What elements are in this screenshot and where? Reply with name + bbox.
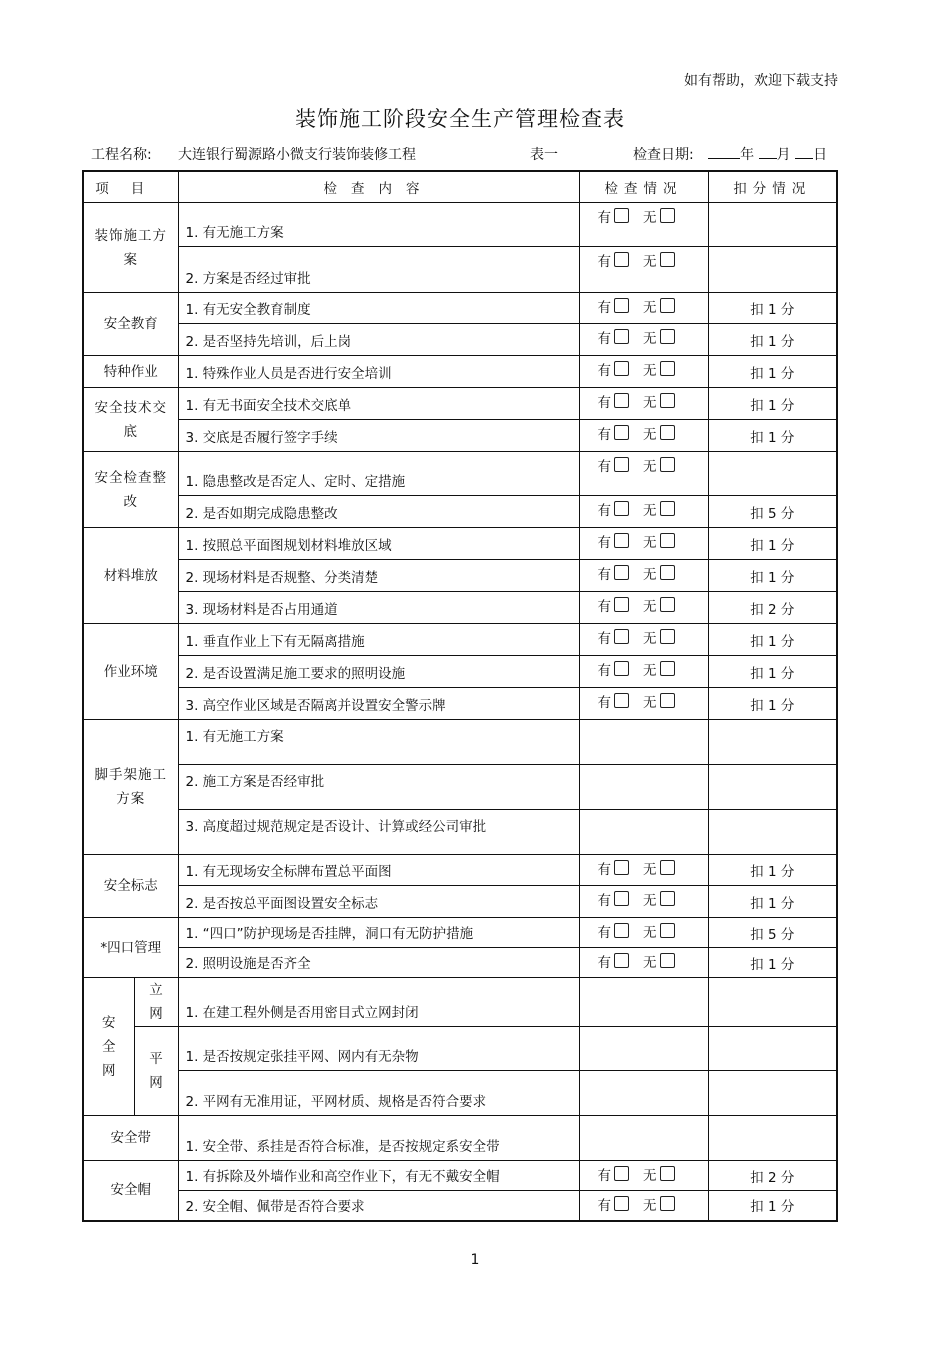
check-item: 3. 高度超过规范规定是否设计、计算或经公司审批 bbox=[178, 810, 579, 855]
yes-label: 有 bbox=[597, 567, 611, 583]
check-status bbox=[579, 1161, 708, 1191]
deduction bbox=[708, 810, 837, 855]
no-label: 无 bbox=[643, 955, 657, 971]
yes-label: 有 bbox=[597, 1168, 611, 1184]
table-row bbox=[83, 388, 837, 420]
check-item: 1. 是否按规定张挂平网、网内有无杂物 bbox=[178, 1027, 579, 1071]
deduction: 扣 2 分 bbox=[708, 592, 837, 624]
day-label: 日 bbox=[813, 147, 828, 163]
no-checkbox[interactable] bbox=[660, 208, 675, 223]
no-label: 无 bbox=[643, 599, 657, 615]
check-status bbox=[579, 293, 708, 324]
no-checkbox[interactable] bbox=[660, 891, 675, 906]
yes-checkbox[interactable] bbox=[614, 208, 629, 223]
yes-label: 有 bbox=[597, 893, 611, 909]
category-cell: 安全标志 bbox=[83, 855, 178, 918]
check-item: 1. 有无安全教育制度 bbox=[178, 293, 579, 324]
check-status bbox=[579, 560, 708, 592]
yes-checkbox[interactable] bbox=[614, 425, 629, 440]
no-label: 无 bbox=[643, 503, 657, 519]
deduction bbox=[708, 247, 837, 293]
category-cell: 安全检查整改 bbox=[83, 452, 178, 528]
table-row bbox=[83, 720, 837, 765]
check-status bbox=[579, 624, 708, 656]
table-row bbox=[83, 496, 837, 528]
deduction: 扣 1 分 bbox=[708, 324, 837, 356]
category-cell: 作业环境 bbox=[83, 624, 178, 720]
column-header-check: 检查情况 bbox=[579, 171, 708, 203]
yes-label: 有 bbox=[597, 535, 611, 551]
check-item: 1. 有无书面安全技术交底单 bbox=[178, 388, 579, 420]
no-label: 无 bbox=[643, 427, 657, 443]
check-status bbox=[579, 656, 708, 688]
no-checkbox[interactable] bbox=[660, 1166, 675, 1181]
yes-checkbox[interactable] bbox=[614, 252, 629, 267]
check-status bbox=[579, 420, 708, 452]
table-row bbox=[83, 948, 837, 978]
deduction: 扣 5 分 bbox=[708, 496, 837, 528]
table-row bbox=[83, 324, 837, 356]
check-item: 1. 有无施工方案 bbox=[178, 203, 579, 247]
table-number: 表一 bbox=[530, 147, 558, 163]
month-blank bbox=[759, 144, 777, 159]
deduction: 扣 1 分 bbox=[708, 948, 837, 978]
no-checkbox[interactable] bbox=[660, 457, 675, 472]
category-cell: 安 全 网 bbox=[83, 978, 134, 1116]
table-row bbox=[83, 1027, 837, 1071]
yes-label: 有 bbox=[597, 459, 611, 475]
check-status bbox=[579, 1191, 708, 1221]
category-cell: 材料堆放 bbox=[83, 528, 178, 624]
check-status bbox=[579, 388, 708, 420]
header-note: 如有帮助，欢迎下载支持 bbox=[684, 73, 838, 89]
deduction bbox=[708, 452, 837, 496]
no-label: 无 bbox=[643, 459, 657, 475]
check-item: 1. 垂直作业上下有无隔离措施 bbox=[178, 624, 579, 656]
no-checkbox[interactable] bbox=[660, 1196, 675, 1211]
check-item: 1. 有无现场安全标牌布置总平面图 bbox=[178, 855, 579, 886]
check-item: 3. 交底是否履行签字手续 bbox=[178, 420, 579, 452]
yes-label: 有 bbox=[597, 695, 611, 711]
yes-checkbox[interactable] bbox=[614, 693, 629, 708]
check-item: 2. 是否按总平面图设置安全标志 bbox=[178, 886, 579, 918]
deduction: 扣 2 分 bbox=[708, 1161, 837, 1191]
no-checkbox[interactable] bbox=[660, 393, 675, 408]
document-title: 装饰施工阶段安全生产管理检查表 bbox=[295, 107, 625, 131]
yes-label: 有 bbox=[597, 254, 611, 270]
deduction: 扣 1 分 bbox=[708, 356, 837, 388]
check-item: 2. 安全帽、佩带是否符合要求 bbox=[178, 1191, 579, 1221]
check-status bbox=[579, 1027, 708, 1071]
check-status bbox=[579, 765, 708, 810]
check-item: 2. 是否如期完成隐患整改 bbox=[178, 496, 579, 528]
check-item: 2. 方案是否经过审批 bbox=[178, 247, 579, 293]
day-blank bbox=[795, 144, 813, 159]
yes-label: 有 bbox=[597, 331, 611, 347]
subcategory-cell: 平 网 bbox=[134, 1027, 178, 1116]
yes-checkbox[interactable] bbox=[614, 953, 629, 968]
table-body bbox=[83, 203, 837, 1221]
category-cell: 安全技术交底 bbox=[83, 388, 178, 452]
category-cell: 脚手架施工方案 bbox=[83, 720, 178, 855]
check-item: 2. 是否坚持先培训，后上岗 bbox=[178, 324, 579, 356]
table-row bbox=[83, 1071, 837, 1116]
yes-label: 有 bbox=[597, 427, 611, 443]
deduction: 扣 1 分 bbox=[708, 420, 837, 452]
no-label: 无 bbox=[643, 1168, 657, 1184]
no-label: 无 bbox=[643, 210, 657, 226]
deduction: 扣 5 分 bbox=[708, 918, 837, 948]
subcategory-cell: 立 网 bbox=[134, 978, 178, 1027]
check-status bbox=[579, 918, 708, 948]
yes-label: 有 bbox=[597, 210, 611, 226]
check-status bbox=[579, 528, 708, 560]
check-item: 3. 高空作业区域是否隔离并设置安全警示牌 bbox=[178, 688, 579, 720]
no-checkbox[interactable] bbox=[660, 629, 675, 644]
no-checkbox[interactable] bbox=[660, 953, 675, 968]
yes-checkbox[interactable] bbox=[614, 661, 629, 676]
no-checkbox[interactable] bbox=[660, 693, 675, 708]
no-label: 无 bbox=[643, 567, 657, 583]
yes-checkbox[interactable] bbox=[614, 629, 629, 644]
yes-label: 有 bbox=[597, 300, 611, 316]
table-row bbox=[83, 688, 837, 720]
no-checkbox[interactable] bbox=[660, 923, 675, 938]
yes-checkbox[interactable] bbox=[614, 565, 629, 580]
check-item: 1. 在建工程外侧是否用密目式立网封闭 bbox=[178, 978, 579, 1027]
yes-label: 有 bbox=[597, 395, 611, 411]
project-name: 大连银行蜀源路小微支行装饰装修工程 bbox=[178, 147, 416, 163]
check-status bbox=[579, 1116, 708, 1161]
category-cell: 安全带 bbox=[83, 1116, 178, 1161]
project-name-label: 工程名称: bbox=[91, 147, 152, 163]
yes-checkbox[interactable] bbox=[614, 860, 629, 875]
table-row bbox=[83, 592, 837, 624]
no-checkbox[interactable] bbox=[660, 252, 675, 267]
table-header-row bbox=[83, 171, 837, 203]
check-item: 2. 照明设施是否齐全 bbox=[178, 948, 579, 978]
deduction bbox=[708, 203, 837, 247]
deduction: 扣 1 分 bbox=[708, 528, 837, 560]
yes-label: 有 bbox=[597, 663, 611, 679]
table-row bbox=[83, 247, 837, 293]
check-status bbox=[579, 720, 708, 765]
check-item: 1. “四口”防护现场是否挂牌，洞口有无防护措施 bbox=[178, 918, 579, 948]
check-status bbox=[579, 948, 708, 978]
check-item: 2. 施工方案是否经审批 bbox=[178, 765, 579, 810]
column-header-item: 项目 bbox=[83, 171, 178, 203]
check-item: 1. 有拆除及外墙作业和高空作业下，有无不戴安全帽 bbox=[178, 1161, 579, 1191]
no-label: 无 bbox=[643, 254, 657, 270]
no-label: 无 bbox=[643, 631, 657, 647]
check-item: 1. 按照总平面图规划材料堆放区域 bbox=[178, 528, 579, 560]
no-label: 无 bbox=[643, 925, 657, 941]
no-label: 无 bbox=[643, 1198, 657, 1214]
yes-checkbox[interactable] bbox=[614, 1166, 629, 1181]
yes-label: 有 bbox=[597, 503, 611, 519]
yes-label: 有 bbox=[597, 363, 611, 379]
table-row bbox=[83, 420, 837, 452]
category-cell: 特种作业 bbox=[83, 356, 178, 388]
no-label: 无 bbox=[643, 862, 657, 878]
no-checkbox[interactable] bbox=[660, 661, 675, 676]
column-header-deduct: 扣分情况 bbox=[708, 171, 837, 203]
inspection-table bbox=[82, 170, 838, 1222]
check-status bbox=[579, 810, 708, 855]
yes-checkbox[interactable] bbox=[614, 1196, 629, 1211]
no-label: 无 bbox=[643, 893, 657, 909]
yes-label: 有 bbox=[597, 631, 611, 647]
deduction bbox=[708, 1027, 837, 1071]
check-status bbox=[579, 978, 708, 1027]
deduction: 扣 1 分 bbox=[708, 886, 837, 918]
no-checkbox[interactable] bbox=[660, 425, 675, 440]
year-blank bbox=[708, 144, 740, 159]
category-cell: 安全帽 bbox=[83, 1161, 178, 1221]
table-row bbox=[83, 810, 837, 855]
yes-label: 有 bbox=[597, 955, 611, 971]
yes-label: 有 bbox=[597, 599, 611, 615]
table-row bbox=[83, 855, 837, 886]
no-checkbox[interactable] bbox=[660, 361, 675, 376]
no-checkbox[interactable] bbox=[660, 860, 675, 875]
no-label: 无 bbox=[643, 363, 657, 379]
inspection-date bbox=[633, 144, 827, 164]
table-row bbox=[83, 356, 837, 388]
no-label: 无 bbox=[643, 535, 657, 551]
check-item: 2. 是否设置满足施工要求的照明设施 bbox=[178, 656, 579, 688]
deduction: 扣 1 分 bbox=[708, 1191, 837, 1221]
deduction: 扣 1 分 bbox=[708, 388, 837, 420]
deduction: 扣 1 分 bbox=[708, 293, 837, 324]
check-item: 1. 特殊作业人员是否进行安全培训 bbox=[178, 356, 579, 388]
table-row bbox=[83, 886, 837, 918]
deduction bbox=[708, 978, 837, 1027]
no-label: 无 bbox=[643, 395, 657, 411]
yes-checkbox[interactable] bbox=[614, 533, 629, 548]
yes-checkbox[interactable] bbox=[614, 923, 629, 938]
yes-checkbox[interactable] bbox=[614, 393, 629, 408]
table-row bbox=[83, 1191, 837, 1221]
category-cell: *四口管理 bbox=[83, 918, 178, 978]
yes-checkbox[interactable] bbox=[614, 298, 629, 313]
table-row bbox=[83, 293, 837, 324]
yes-checkbox[interactable] bbox=[614, 891, 629, 906]
yes-checkbox[interactable] bbox=[614, 597, 629, 612]
no-checkbox[interactable] bbox=[660, 501, 675, 516]
check-status bbox=[579, 855, 708, 886]
deduction bbox=[708, 765, 837, 810]
deduction bbox=[708, 720, 837, 765]
check-item: 2. 现场材料是否规整、分类清楚 bbox=[178, 560, 579, 592]
yes-label: 有 bbox=[597, 1198, 611, 1214]
column-header-content: 检查内容 bbox=[178, 171, 579, 203]
no-checkbox[interactable] bbox=[660, 597, 675, 612]
check-status bbox=[579, 203, 708, 247]
check-item: 1. 安全带、系挂是否符合标准，是否按规定系安全带 bbox=[178, 1116, 579, 1161]
check-status bbox=[579, 886, 708, 918]
table-row bbox=[83, 1161, 837, 1191]
deduction: 扣 1 分 bbox=[708, 560, 837, 592]
page-number: 1 bbox=[470, 1252, 480, 1268]
check-status bbox=[579, 496, 708, 528]
check-status bbox=[579, 688, 708, 720]
check-item: 1. 有无施工方案 bbox=[178, 720, 579, 765]
check-status bbox=[579, 356, 708, 388]
table-row bbox=[83, 560, 837, 592]
deduction: 扣 1 分 bbox=[708, 624, 837, 656]
check-item: 3. 现场材料是否占用通道 bbox=[178, 592, 579, 624]
table-row bbox=[83, 1116, 837, 1161]
check-status bbox=[579, 592, 708, 624]
deduction: 扣 1 分 bbox=[708, 688, 837, 720]
inspection-date-label: 检查日期: bbox=[633, 147, 694, 163]
deduction bbox=[708, 1071, 837, 1116]
no-label: 无 bbox=[643, 695, 657, 711]
no-checkbox[interactable] bbox=[660, 329, 675, 344]
check-status bbox=[579, 324, 708, 356]
no-label: 无 bbox=[643, 663, 657, 679]
yes-label: 有 bbox=[597, 925, 611, 941]
no-label: 无 bbox=[643, 331, 657, 347]
yes-checkbox[interactable] bbox=[614, 457, 629, 472]
table-row bbox=[83, 624, 837, 656]
deduction bbox=[708, 1116, 837, 1161]
deduction: 扣 1 分 bbox=[708, 855, 837, 886]
check-item: 1. 隐患整改是否定人、定时、定措施 bbox=[178, 452, 579, 496]
check-status bbox=[579, 452, 708, 496]
month-label: 月 bbox=[776, 147, 791, 163]
table-row bbox=[83, 978, 837, 1027]
table-row bbox=[83, 203, 837, 247]
table-row bbox=[83, 528, 837, 560]
yes-checkbox[interactable] bbox=[614, 501, 629, 516]
category-cell: 装饰施工方案 bbox=[83, 203, 178, 293]
table-row bbox=[83, 765, 837, 810]
no-checkbox[interactable] bbox=[660, 298, 675, 313]
year-label: 年 bbox=[740, 147, 755, 163]
check-item: 2. 平网有无准用证，平网材质、规格是否符合要求 bbox=[178, 1071, 579, 1116]
no-checkbox[interactable] bbox=[660, 533, 675, 548]
check-status bbox=[579, 247, 708, 293]
no-label: 无 bbox=[643, 300, 657, 316]
category-cell: 安全教育 bbox=[83, 293, 178, 356]
deduction: 扣 1 分 bbox=[708, 656, 837, 688]
no-checkbox[interactable] bbox=[660, 565, 675, 580]
table-row bbox=[83, 452, 837, 496]
table-row bbox=[83, 918, 837, 948]
check-status bbox=[579, 1071, 708, 1116]
yes-label: 有 bbox=[597, 862, 611, 878]
yes-checkbox[interactable] bbox=[614, 329, 629, 344]
table-row bbox=[83, 656, 837, 688]
yes-checkbox[interactable] bbox=[614, 361, 629, 376]
